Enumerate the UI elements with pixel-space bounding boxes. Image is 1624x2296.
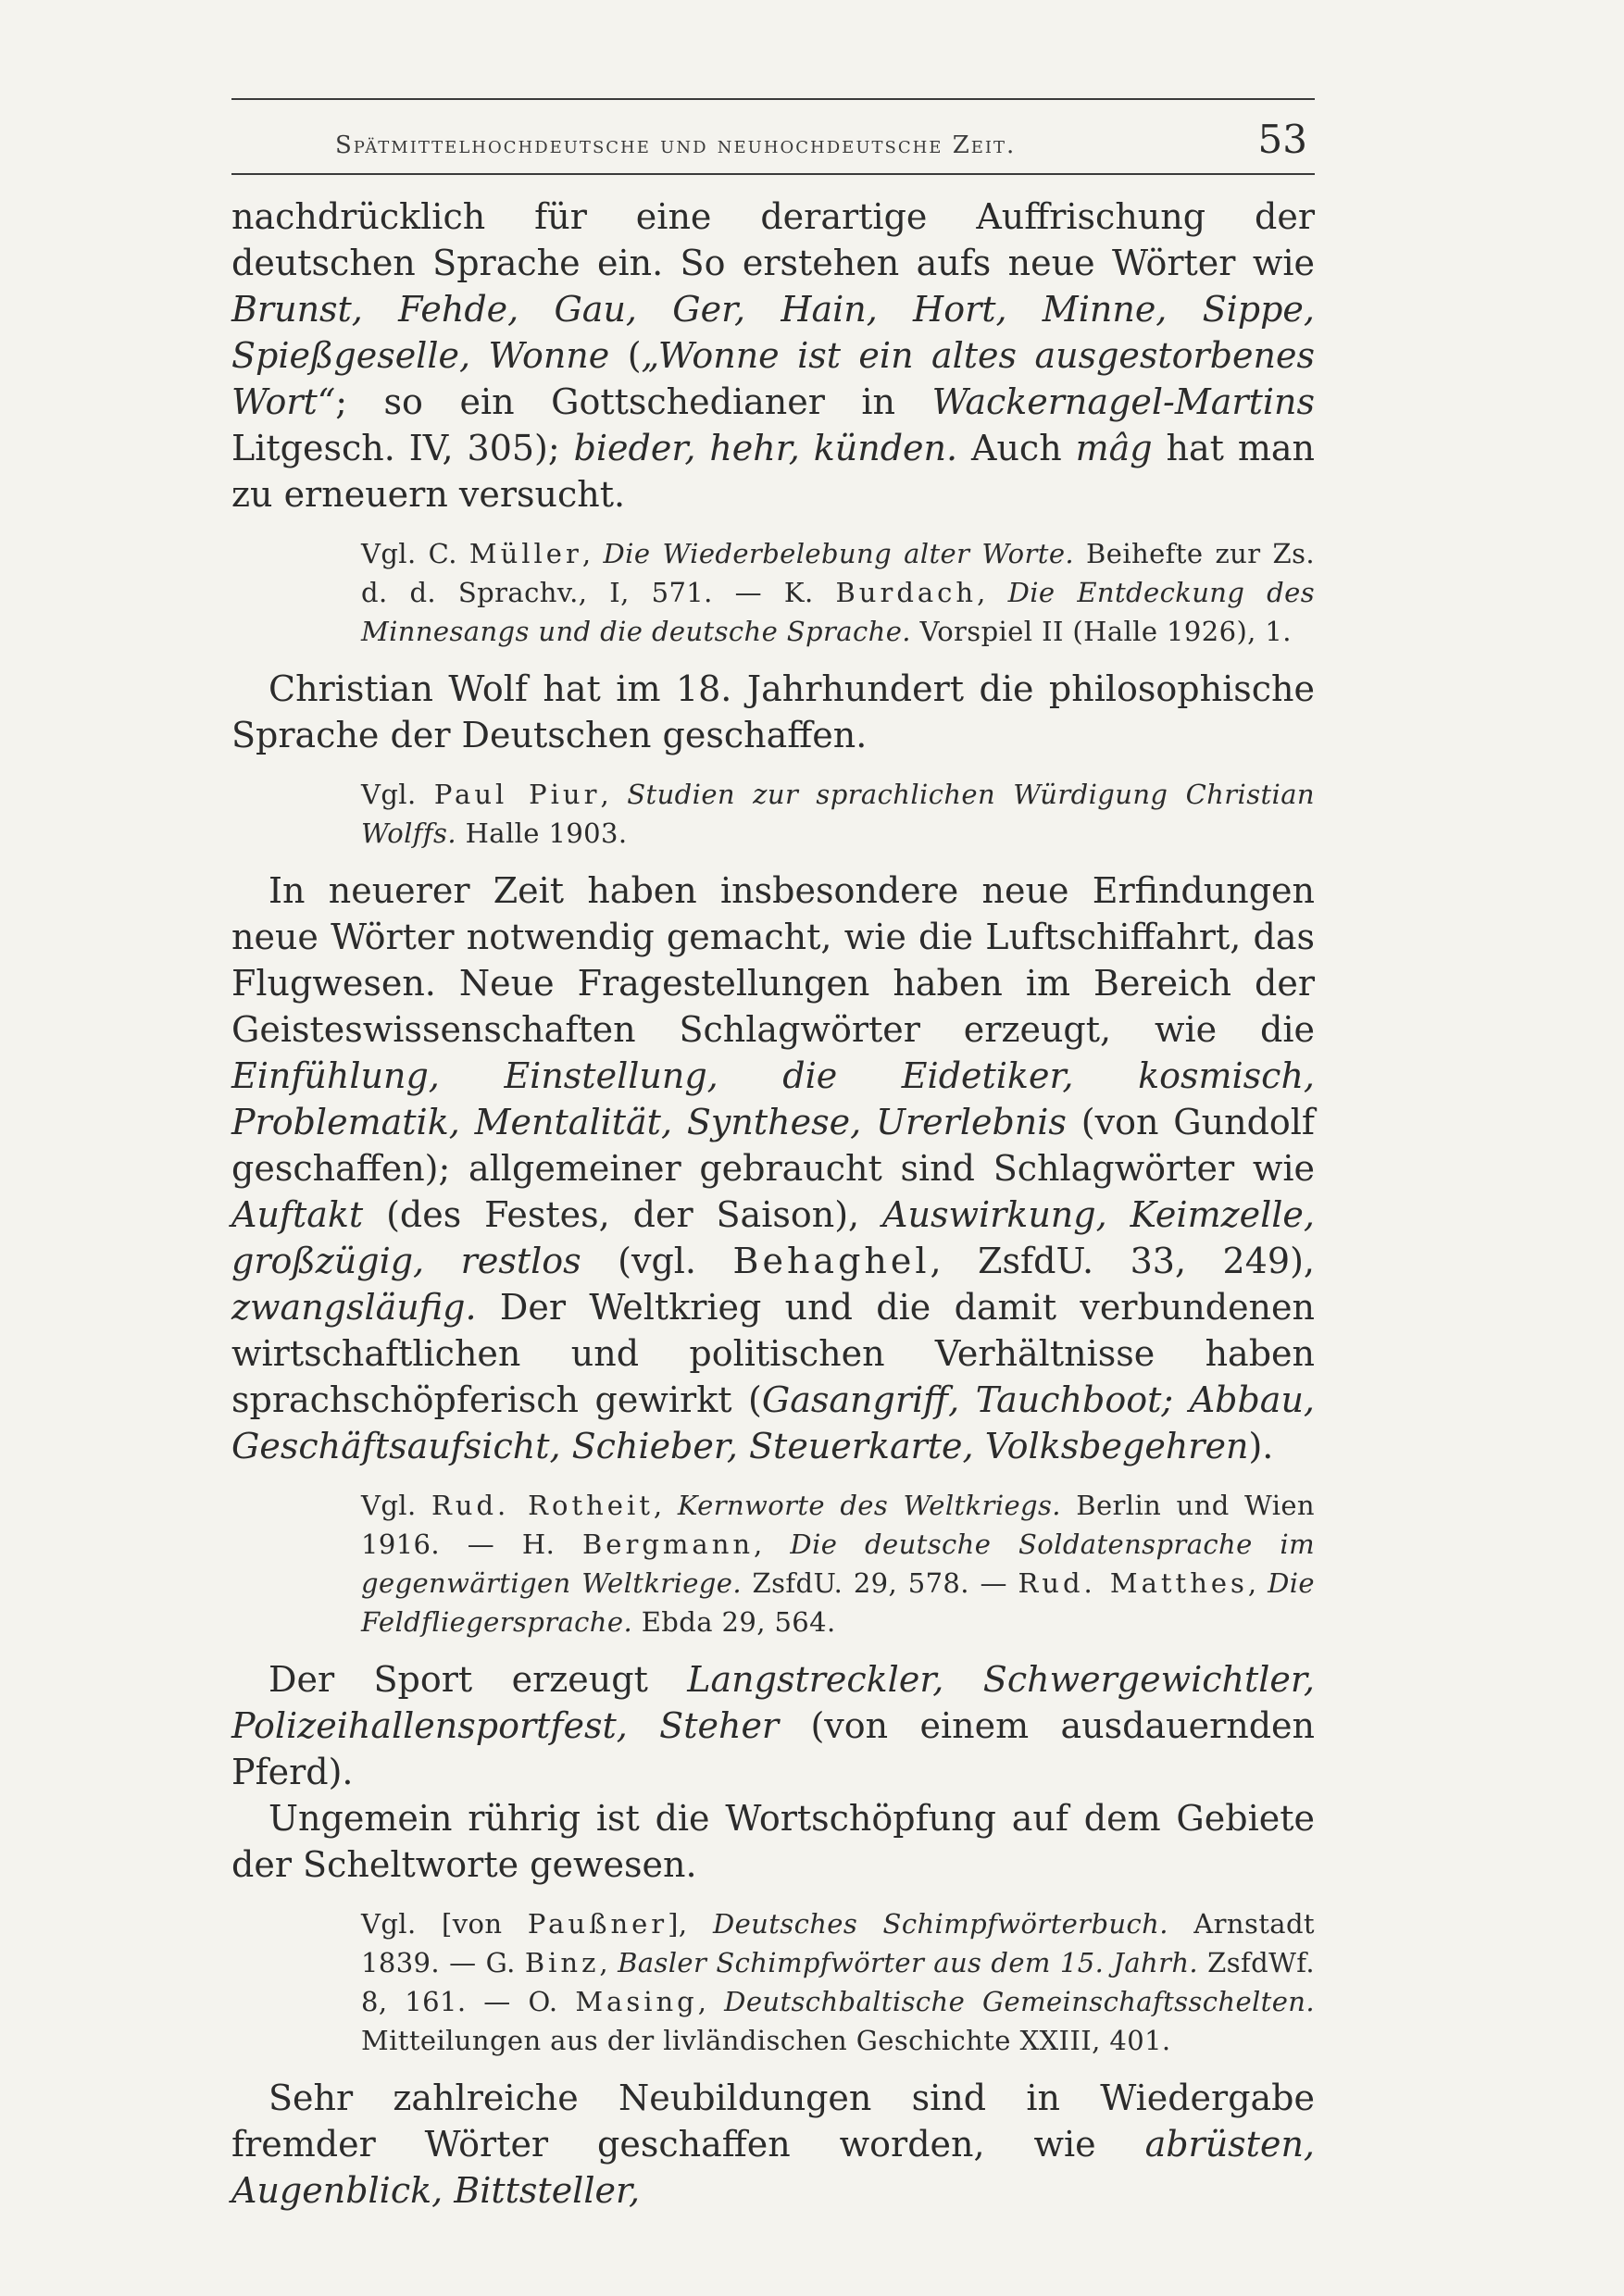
footnote-3: Vgl. Rud. Rotheit, Kernworte des Weltkriegs. Berlin und Wien 1916. — H. Bergmann, Die deutsche Soldatensprache im gegenwärtigen Weltkriege. ZsfdU. 29, 578. — Rud. Matthes, Die Feldfliegersprache. Ebda 29, 564.	[361, 1490, 1316, 1638]
paragraph-6: Sehr zahlreiche Neubildungen sind in Wiedergabe fremder Wörter geschaffen worden, wie abrüsten, Augenblick, Bittsteller,	[231, 2078, 1315, 2211]
footnote-4: Vgl. [von Paußner], Deutsches Schimpfwörterbuch. Arnstadt 1839. — G. Binz, Basler Schimpfwörter aus dem 15. Jahrh. ZsfdWf. 8, 161. — O. Masing, Deutschbaltische Gemeinschaftsschelten. Mitteilungen aus der livländischen Geschichte XXIII, 401.	[361, 1908, 1315, 2056]
header-rule-bottom	[231, 173, 1315, 175]
page-header	[231, 117, 1315, 162]
paragraph-2: Christian Wolf hat im 18. Jahrhundert die philosophische Sprache der Deutschen geschaffen.	[231, 668, 1315, 755]
paragraph-3: In neuerer Zeit haben insbesondere neue Erfindungen neue Wörter notwendig gemacht, wie die Luftschiffahrt, das Flugwesen. Neue Fragestellungen haben im Bereich der Geisteswissenschaften Schlagwörter erzeugt, wie die Einfühlung, Einstellung, die Eidetiker, kosmisch, Problematik, Mentalität, Synthese, Urerlebnis (von Gundolf geschaffen); allgemeiner gebraucht sind Schlagwörter wie Auftakt (des Festes, der Saison), Auswirkung, Keimzelle, großzügig, restlos (vgl. Behaghel, ZsfdU. 33, 249), zwangsläufig. Der Weltkrieg und die damit verbundenen wirtschaftlichen und politischen Verhältnisse haben sprachschöpferisch gewirkt (Gasangriff, Tauchboot; Abbau, Geschäftsaufsicht, Schieber, Steuerkarte, Volksbegehren).	[231, 870, 1316, 1466]
page	[231, 93, 1315, 2214]
running-head: Spätmittelhochdeutsche und neuhochdeutsche Zeit.	[335, 131, 1017, 159]
paragraph-4: Der Sport erzeugt Langstreckler, Schwergewichtler, Polizeihallensportfest, Steher (von einem ausdauernden Pferd).	[231, 1659, 1315, 1792]
paragraph-5: Ungemein rührig ist die Wortschöpfung auf dem Gebiete der Scheltworte gewesen.	[231, 1798, 1315, 1885]
footnote-2: Vgl. Paul Piur, Studien zur sprachlichen Würdigung Christian Wolffs. Halle 1903.	[361, 779, 1315, 849]
footnote-1: Vgl. C. Müller, Die Wiederbelebung alter Worte. Beihefte zur Zs. d. d. Sprachv., I, 571. — K. Burdach, Die Entdeckung des Minnesangs und die deutsche Sprache. Vorspiel II (Halle 1926), 1.	[361, 538, 1315, 647]
paragraph-1: nachdrücklich für eine derartige Auffrischung der deutschen Sprache ein. So erstehen aufs neue Wörter wie Brunst, Fehde, Gau, Ger, Hain, Hort, Minne, Sippe, Spießgeselle, Wonne („Wonne ist ein altes ausgestorbenes Wort“; so ein Gottschedianer in Wackernagel-Martins Litgesch. IV, 305); bieder, hehr, künden. Auch mâg hat man zu erneuern versucht.	[231, 196, 1315, 515]
header-rule-top	[231, 98, 1315, 100]
page-number: 53	[1257, 117, 1307, 162]
